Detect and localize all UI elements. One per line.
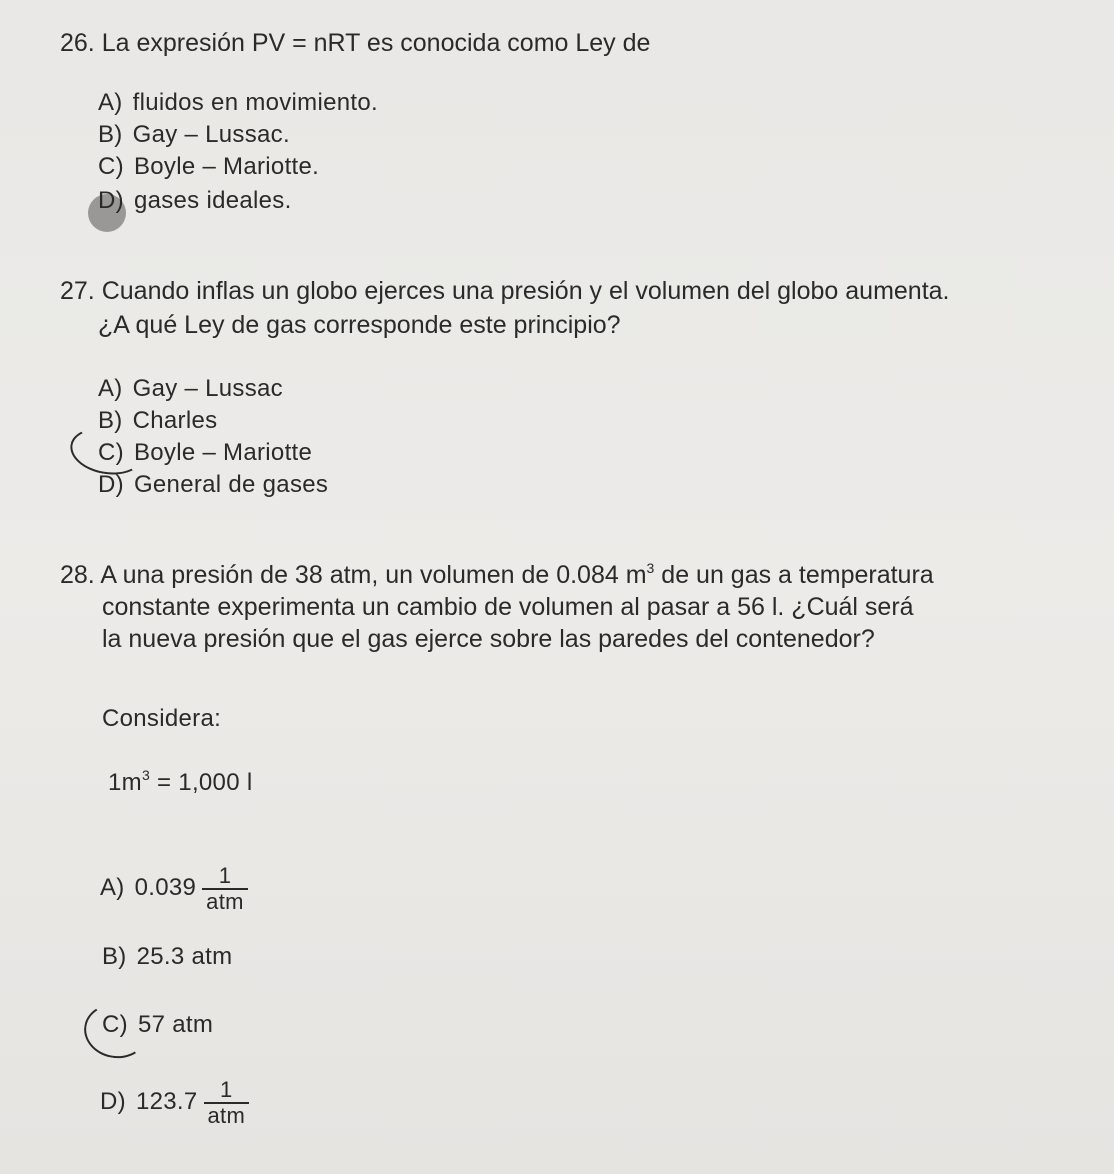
q26-option-c: C) Boyle – Mariotte. <box>98 153 320 180</box>
q28-option-a: A) 0.039 $\frac{1}{\text{atm}}$ <box>100 860 248 916</box>
question-27-stem-line1 <box>60 276 950 306</box>
question-26-stem <box>60 28 650 58</box>
q27-option-a: A) Gay – Lussac <box>98 375 283 402</box>
question-number: 26. <box>60 29 95 57</box>
question-text: La expresión PV = nRT es conocida como Ley de <box>101 29 651 57</box>
consider-label: Considera: <box>102 705 222 732</box>
q27-option-d: D) General de gases <box>98 471 329 498</box>
q28-option-c: C) 57 atm <box>102 1011 214 1038</box>
q27-option-c: C) Boyle – Mariotte <box>98 439 313 466</box>
q27-option-b: B) Charles <box>98 407 218 434</box>
q26-option-a: A) fluidos en movimiento. <box>98 89 378 116</box>
conversion-formula: $1m^3 = 1,000$ l <box>108 767 253 796</box>
question-28-stem-line1: 28. A una presión de 38 atm, un volumen de 0.084 $m^3$ de un gas a temperatura <box>60 560 934 589</box>
question-28-stem-line2: constante experimenta un cambio de volumen al pasar a 56 l. ¿Cuál será <box>102 593 914 621</box>
q28-option-b: B) 25.3 atm <box>102 943 233 970</box>
question-text: Cuando inflas un globo ejerces una presión y el volumen del globo aumenta. <box>101 277 950 305</box>
q28-option-d: D) 123.7 $\frac{1}{\text{atm}}$ <box>100 1074 249 1130</box>
question-28-stem-line3: la nueva presión que el gas ejerce sobre las paredes del contenedor? <box>102 625 875 653</box>
fraction: $\frac{1}{\text{atm}}$ <box>202 864 248 914</box>
question-number: 27. <box>60 277 95 305</box>
q26-option-b: B) Gay – Lussac. <box>98 121 290 148</box>
fraction: $\frac{1}{\text{atm}}$ <box>204 1078 250 1128</box>
question-number: 28. <box>60 561 95 589</box>
question-27-stem-line2: ¿A qué Ley de gas corresponde este principio? <box>98 311 621 339</box>
q26-option-d: D) gases ideales. <box>98 187 292 214</box>
